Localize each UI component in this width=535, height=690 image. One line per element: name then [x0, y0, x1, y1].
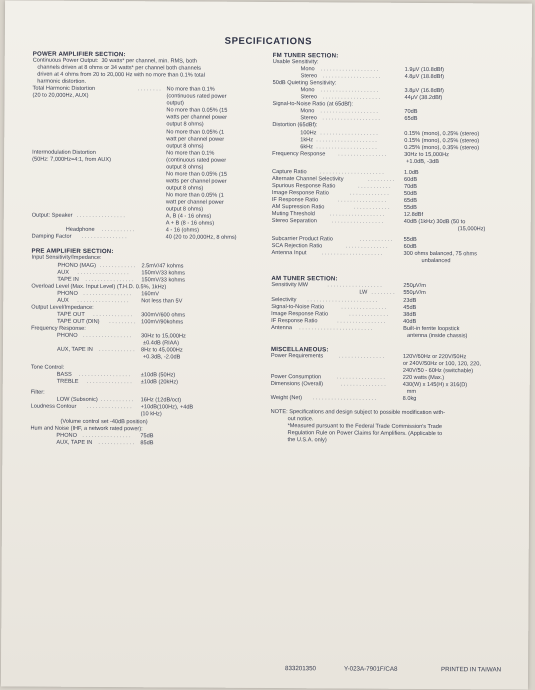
volume-note: (Volume control set -40dB position)	[60, 418, 148, 425]
thd-value	[166, 87, 227, 151]
dot-leader: . . . . . . . . . . . . . . . . .	[78, 372, 131, 379]
spec-label: Mono	[300, 87, 315, 94]
dot-leader: . . . . . . . . .	[367, 176, 395, 183]
spec-label: Spurious Response Ratio	[271, 182, 336, 190]
spec-value: 65dB	[403, 197, 417, 204]
headphone-value: 4 - 16 (ohms)	[165, 227, 199, 234]
value-line: No more than 0.05% (1	[166, 128, 225, 136]
power-amp-heading: POWER AMPLIFIER SECTION:	[32, 50, 126, 59]
spec-value-2: or 240V/50Hz or 100, 120, 220,	[402, 360, 481, 368]
spec-label: Stereo Separation	[271, 218, 317, 225]
dot-leader: . . . . . . . . .	[109, 318, 136, 326]
spec-value-2: +0.3dB, -2.0dB	[142, 354, 181, 361]
fm-tuner-heading: FM TUNER SECTION:	[272, 52, 339, 60]
text-line: channels driven at 8 ohms or 34 watts* per channel both channels	[32, 64, 201, 72]
output-value-2: A + B (8 - 16 ohms)	[165, 220, 215, 227]
usable-sensitivity-label: Usable Sensitivity:	[272, 59, 319, 66]
dot-leader: . . . . . . . . . . . . . . . .	[85, 276, 134, 283]
dot-leader: . . . . . . . . . . .	[359, 236, 393, 243]
spec-value: 75dB	[140, 432, 154, 439]
spec-value-2: antenna (inside chassis)	[407, 332, 468, 339]
spec-value: 8.0kg	[402, 395, 417, 403]
spec-label: SCA Rejection Ratio	[271, 243, 323, 250]
spec-value-2: (15,000Hz)	[457, 226, 486, 233]
output-value: A, B (4 - 16 ohms)	[165, 213, 212, 220]
note-block	[270, 409, 515, 446]
value-line: No more than 0.05% (15	[166, 171, 228, 178]
spec-value: 100mV/90kohms	[141, 319, 184, 326]
spec-label: Weight (Net)	[270, 395, 302, 402]
am-tuner-heading: AM TUNER SECTION:	[271, 275, 338, 283]
dot-leader: . . . . . . . . . . .	[101, 227, 135, 234]
dot-leader: . . . . . . . . . . . . . . . . . . .	[322, 94, 381, 101]
spec-value: 55dB	[403, 204, 417, 211]
weight-row	[271, 395, 516, 404]
dot-leader: . . . . . . . . . . . . . . .	[86, 379, 132, 386]
spec-label: PHONO	[57, 332, 78, 339]
imd-label-sub: (50Hz: 7,000Hz=4:1, from AUX)	[32, 156, 111, 163]
dot-leader: . . . . . . . . . . . . . . . . . .	[329, 211, 385, 218]
spec-label: Capture Ratio	[272, 168, 307, 175]
dot-leader: . . . . . . . . . . . . . . . . . . .	[320, 87, 379, 94]
spec-label: LOW (Subsonic)	[56, 397, 98, 404]
dot-leader: . . . . . . . . . . . . . . .	[338, 353, 385, 360]
dot-leader: . . . . . . . . . . .	[100, 397, 134, 404]
spec-value: ±10dB (20kHz)	[140, 379, 179, 386]
spec-value: Not less than 5V	[141, 297, 183, 305]
spec-label: Frequency Response	[272, 150, 326, 158]
spec-label: Muting Threshold	[271, 211, 315, 218]
spec-value: 12.8dBf	[403, 211, 424, 218]
spec-value: 55dB	[403, 237, 417, 244]
spec-label: AUX	[57, 269, 69, 276]
spec-value-2: (10 kHz)	[140, 411, 162, 418]
spec-label: Antenna Input	[271, 250, 307, 257]
thd-label: Total Harmonic Distortion	[32, 85, 96, 93]
thd-label-sub: (20 to 20,000Hz, AUX)	[32, 92, 89, 100]
spec-value: 85dB	[140, 439, 154, 446]
note-line: the U.S.A. only)	[270, 437, 327, 444]
dot-leader: . . . . . . . .	[137, 86, 161, 93]
spec-label: Stereo	[300, 115, 317, 122]
spec-value: 40dB (1kHz) 30dB (50 to	[403, 218, 466, 226]
right-column	[270, 52, 517, 446]
spec-label: 100Hz	[300, 129, 317, 136]
damping-label: Damping Factor	[31, 233, 72, 241]
spec-label: Subcarrier Product Ratio	[271, 236, 333, 243]
fm-freq-row-2	[272, 158, 517, 167]
usable-stereo-row	[273, 73, 518, 82]
spec-label: TAPE IN	[57, 276, 79, 283]
dot-leader: . . . . . . . . . . . . . . . .	[82, 432, 131, 439]
text-line: driven at 4 ohms from 20 to 20,000 Hz with no more than 0.1% total	[32, 71, 205, 79]
dot-leader: . . . . . . . . . . . . . . . . . . .	[320, 129, 378, 137]
spec-value: 0.15% (mono), 0.25% (stereo)	[404, 130, 480, 137]
value-line: watt per channel power	[165, 199, 224, 206]
input-sensitivity-label: Input Sensitivity/Impedance:	[31, 255, 102, 262]
dot-leader: . . . . . . . . . . . . . . . . .	[77, 297, 129, 304]
sens-tape-row	[31, 276, 276, 285]
imd-value	[166, 150, 227, 214]
output-label: Output: Speaker	[31, 212, 73, 220]
value-line: No more than 0.1%	[166, 150, 215, 157]
value-line: output)	[166, 100, 184, 107]
value-line: (continuous rated power	[166, 157, 227, 164]
value-line: output 8 ohms)	[165, 206, 204, 213]
text-line: harmonic distortion.	[32, 78, 87, 86]
spec-sheet	[1, 0, 532, 689]
spec-value: 0.25% (mono), 0.35% (stereo)	[404, 144, 480, 151]
spec-value: 65dB	[404, 116, 418, 123]
imd-spec	[32, 149, 277, 214]
spec-label: PHONO	[57, 290, 78, 297]
damping-row	[32, 234, 277, 243]
dot-leader: . . . . . . . . . . . . . . . . . . . . . . .	[307, 296, 378, 304]
value-line: output 8 ohms)	[166, 164, 204, 171]
quieting-label: 50dB Quieting Sensitivity:	[272, 80, 337, 87]
dot-leader: . . . . . . . . . . . . . . . .	[338, 151, 387, 158]
spec-value: 44μV (38.2dBf)	[404, 95, 443, 102]
spec-label: Mono	[300, 108, 315, 115]
value-line: watts per channel power	[166, 114, 228, 122]
spec-label: IF Response Ratio	[271, 317, 318, 324]
thd-label-block	[32, 86, 95, 100]
spec-value: 70dB	[403, 183, 418, 190]
value-line: No more than 0.1%	[166, 86, 215, 93]
freq-aux-row-2	[31, 354, 276, 363]
dot-leader: . . . . . . . . . . . . . . .	[340, 381, 386, 388]
antenna-input-row-2	[271, 257, 516, 266]
spec-label: PHONO (MAG)	[57, 262, 97, 269]
tone-control-label: Tone Control:	[30, 364, 65, 371]
dot-leader: . . . . . . . . . . . . . . .	[341, 304, 387, 311]
spec-value: 2.5mV/47 kohms	[141, 262, 184, 270]
spec-value: 1.9μV (10.8dBf)	[404, 66, 444, 74]
dot-leader: . . . . . . . . . . . .	[353, 204, 390, 211]
dot-leader: . . . . . . . . . . . . .	[349, 190, 389, 197]
note-line: *Measured pursuant to the Federal Trade Commission's Trade	[270, 423, 442, 431]
spec-value: 1.0dB	[404, 169, 419, 176]
hum-aux-row	[30, 439, 275, 448]
spec-label: Image Response Ratio	[271, 189, 329, 197]
spec-label: TAPE OUT	[57, 311, 85, 318]
spec-label: IF Response Ratio	[271, 196, 319, 204]
spec-label: TREBLE	[56, 378, 79, 386]
dot-leader: . . . . . . . . . . . . . . . . . . .	[322, 115, 380, 123]
spec-value: 16Hz (12dB/oct)	[140, 397, 182, 404]
spec-label: Dimensions (Overall)	[270, 381, 324, 388]
spec-label: Stereo	[300, 94, 318, 101]
dot-leader: . . . . . . . . . . . . . . . . . . . . .	[312, 395, 377, 402]
spec-label: Selectivity	[271, 296, 297, 303]
dot-leader: . . . . . . . . . . . . . . . . .	[331, 218, 384, 225]
distortion-label: Distortion (65dBf):	[272, 122, 318, 129]
dot-leader: . . . . . . . . . . . . . . .	[81, 234, 127, 241]
part-number: 833201350	[285, 665, 317, 673]
dot-leader: . . . . . . . . . . . . . . . . . . . .	[316, 136, 377, 144]
spec-value: 0.15% (mono), 0.25% (stereo)	[404, 137, 480, 144]
spec-value: 300 ohms balanced, 75 ohms	[403, 251, 477, 258]
dot-leader: . . . . . . . . . . . . . . . . .	[77, 269, 129, 276]
thd-spec	[32, 86, 277, 151]
dot-leader: . . . . . . . . . . . . . . . .	[83, 290, 132, 297]
value-line: (continuous rated power	[166, 93, 227, 101]
page-title: SPECIFICATIONS	[224, 35, 313, 48]
imd-label-block	[32, 149, 111, 164]
dot-leader: . . . . . . . . . . . . . . . . . . . . . . . .	[299, 324, 373, 332]
spec-label: Power Requirements	[270, 352, 324, 360]
value-line: No more than 0.05% (15	[166, 107, 228, 115]
dot-leader: . . . . . . . . . . . . . . . . . . .	[320, 108, 378, 116]
spec-value: +10dB(100Hz), +4dB	[140, 404, 194, 411]
dot-leader: . . . . . . . . . . . . .	[349, 311, 389, 318]
spec-value: 150mV/33 kohms	[141, 276, 185, 284]
note-line: Regulation Rule on Power Claims for Amplifiers. (Applicable to	[270, 430, 443, 438]
dot-leader: . . . . . . . . . . . . . . . .	[336, 374, 386, 381]
spec-label: AM Supression Ratio	[271, 204, 325, 211]
spec-value: 120V/60Hz or 220V/50Hz	[402, 353, 467, 361]
spec-value: 70dB	[404, 109, 418, 116]
pre-amp-heading: PRE AMPLIFIER SECTION:	[31, 247, 114, 256]
spec-value: 8Hz to 45,000Hz	[140, 347, 183, 354]
output-level-label: Output Level/Impedance:	[31, 304, 94, 311]
spec-label: BASS	[56, 371, 72, 379]
dot-leader: . . . . . . . . . . . . . . . . . . .	[320, 66, 379, 73]
spec-value: 45dB	[403, 304, 417, 311]
spec-value: 250μV/m	[403, 283, 426, 290]
spec-value: 550μV/m	[403, 290, 426, 297]
stereo-separation-row-2	[272, 225, 517, 234]
spec-label: Sensitivity MW	[271, 282, 309, 289]
spec-value-2: +1.0dB, -3dB	[406, 158, 439, 165]
spec-label: Power Consumption	[270, 373, 322, 381]
overload-aux-row	[31, 297, 276, 306]
spec-value: ±10dB (50Hz)	[140, 372, 176, 379]
overload-label: Overload Level (Max. Input Level) (T.H.D. 0.5%, 1kHz)	[31, 283, 167, 291]
spec-label: TAPE OUT (DIN)	[57, 318, 100, 325]
dot-leader: . . . . . . . . . . . . . . . . . . . . .	[320, 169, 384, 176]
spec-value: 23dB	[403, 297, 417, 304]
spec-label: AUX, TAPE IN	[56, 346, 93, 354]
misc-heading: MISCELLANEOUS:	[270, 345, 329, 354]
damping-value: 40 (20 to 20,000Hz, 8 ohms)	[165, 234, 237, 242]
note-line: NOTE: Specifications and design subject to possible modification with-	[270, 409, 446, 417]
spec-label: AUX, TAPE IN	[56, 439, 93, 446]
spec-value: 50dB	[403, 190, 418, 197]
snr-label: Signal-to-Noise Ratio (at 65dBf):	[272, 101, 354, 108]
spec-label: 6kHz	[300, 143, 313, 150]
spec-value: 60dB	[403, 244, 417, 251]
spec-label: PHONO	[56, 432, 77, 439]
spec-value-2: unbalanced	[421, 258, 451, 265]
spec-label: 1kHz	[300, 136, 314, 143]
dot-leader: . . . . . . . . . . . . .	[93, 311, 133, 319]
spec-label: Antenna	[271, 324, 292, 331]
dot-leader: . . . . . . . . . . . . . . . .	[337, 318, 386, 325]
dot-leader: . . . . . . . . . . .	[357, 183, 391, 190]
dot-leader: . . . . . . . . . . . . . . . . . . . .	[316, 143, 377, 151]
spec-value: 430(W) x 145(H) x 316(D)	[402, 381, 468, 389]
dot-leader: . . . . . . . . . . . . . .	[345, 243, 388, 250]
spec-label: Stereo	[300, 73, 318, 80]
dot-leader: . . . . . . . . . . . . . . . .	[337, 197, 387, 204]
spec-label: Loudness Contour	[30, 403, 77, 411]
volume-note-row	[31, 418, 276, 427]
continuous-power-text	[33, 58, 278, 88]
spec-label: AUX	[57, 297, 69, 304]
spec-label: Mono	[300, 66, 315, 73]
tone-treble-row	[31, 379, 276, 388]
imd-label: Intermodulation Distortion	[32, 149, 96, 156]
note-line: out notice.	[270, 416, 314, 423]
quiet-stereo-row	[272, 94, 517, 103]
spec-value: 38dB	[403, 311, 417, 318]
dot-leader: . . . . . . . . . . . . . . . . . . .	[322, 73, 381, 80]
text-line: Continuous Power Output: 30 watts* per channel, min. RMS, both	[32, 57, 197, 65]
dot-leader: . . . . . . . . . . . . . . . . . .	[327, 282, 382, 290]
spec-value: 4.8μV (18.8dBf)	[404, 73, 444, 81]
spec-value: 30Hz to 15,000Hz	[404, 151, 449, 158]
spec-value: 30Hz to 15,000Hz	[141, 333, 186, 340]
spec-value: 150mV/33 kohms	[141, 269, 185, 277]
value-line: watts per channel power	[165, 178, 227, 185]
spec-value-3: 240V/50 - 60Hz (switchable)	[402, 367, 474, 375]
spec-label: Image Response Ratio	[271, 310, 329, 317]
spec-label: Alternate Channel Selectivity	[271, 175, 344, 183]
dot-leader: . . . . . . . . . . . .	[98, 439, 135, 446]
print-code: Y-023A-7901F/CA8	[344, 665, 398, 673]
dot-leader: . . . . . . . . . . . .	[98, 347, 135, 354]
frequency-response-label: Frequency Response:	[31, 325, 86, 332]
value-line: watt per channel power	[166, 135, 225, 143]
value-line: output 8 ohms)	[166, 121, 204, 129]
dot-leader: . . . . . . . .	[371, 290, 395, 297]
spec-value: 40dB	[403, 318, 417, 325]
spec-value: Built-in ferrite loopstick	[403, 325, 460, 332]
dot-leader: . . . . . . . . . . . .	[99, 262, 136, 269]
left-column	[30, 51, 277, 448]
value-line: output 8 ohms)	[166, 142, 204, 150]
spec-label: LW	[359, 290, 368, 297]
dot-leader: . . . . . . . . . . . . . . . .	[76, 213, 125, 220]
spec-value: 60dB	[403, 176, 418, 183]
headphone-label: Headphone	[65, 227, 95, 234]
spec-value-2: mm	[406, 388, 417, 395]
am-antenna-row-2	[271, 332, 516, 341]
spec-value: 220 watts (Max.)	[402, 374, 445, 382]
dot-leader: . . . . . . . . . . . . . . . .	[83, 332, 132, 340]
dot-leader: . . . . . . . . . . . . . . .	[86, 404, 132, 411]
outlevel-din-row	[31, 318, 276, 327]
spec-value: 3.8μV (16.8dBf)	[404, 88, 444, 95]
filter-label: Filter:	[30, 389, 45, 396]
snr-stereo-row	[272, 115, 517, 124]
printed-in: PRINTED IN TAIWAN	[440, 666, 502, 674]
spec-value: 160mV	[141, 290, 160, 298]
spec-value-2: ±0.4dB (RIAA)	[142, 340, 180, 347]
hum-noise-label: Hum and Noise (IHF, a network rated power):	[30, 425, 143, 432]
dot-leader: . . . . . . . . . . . . . . . . . . . .	[321, 250, 383, 257]
value-line: output 8 ohms)	[165, 185, 204, 192]
value-line: No more than 0.05% (1	[165, 192, 224, 199]
spec-label: Signal-to-Noise Ratio	[271, 303, 325, 310]
spec-value: 300mV/600 ohms	[141, 312, 186, 319]
